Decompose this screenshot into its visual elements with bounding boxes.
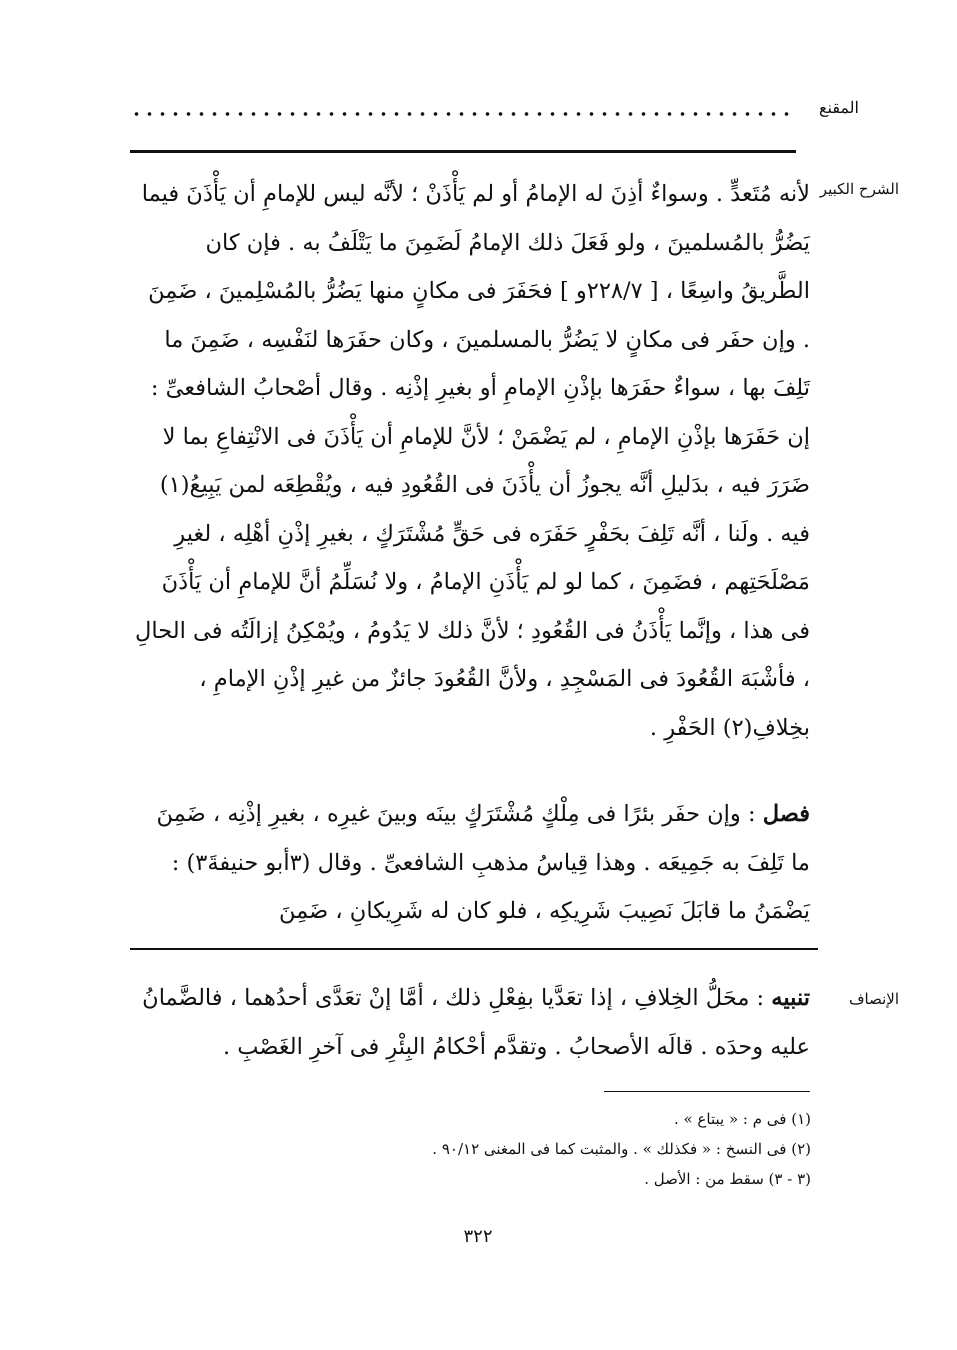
footnote-2: (٢) فى النسخ : « فكذلك » . والمثبت كما فى المغنى ٩٠/١٢ . xyxy=(432,1140,811,1158)
fasl-text: : وإن حفَر بئرًا فى مِلْكٍ مُشْتَرَكٍ بينَه وبينَ غيرِه ، بغيرِ إذْنِه ، ضَمِنَ ما تَلِفَ به جَمِيعَه . وهذا قِياسُ مذهبِ الشافعىِّ . وقال (٣أبو حنيفةَ٣) : يَضْمَنُ ما قابَلَ نَصِيبَ شَرِيكِه ، فلو كان له شَرِيكانِ ، ضَمِنَ xyxy=(156,801,810,924)
sharh-section xyxy=(134,170,810,752)
side-label-sharh: الشرح الكبير xyxy=(819,180,899,198)
section-rule xyxy=(130,948,818,950)
fasl-paragraph xyxy=(134,790,810,936)
footnote-1: (١) فى م : « يبتاع » . xyxy=(673,1110,811,1128)
insaf-section xyxy=(134,974,810,1071)
footnotes xyxy=(311,1104,811,1194)
insaf-paragraph xyxy=(134,974,810,1071)
footnote-3: (٣ - ٣) سقط من : الأصل . xyxy=(644,1170,811,1188)
fasl-label: فصل xyxy=(762,801,810,827)
header-rule xyxy=(130,150,796,153)
footnote-rule xyxy=(604,1091,810,1092)
dotted-separator xyxy=(130,108,796,120)
book-title: المقنع xyxy=(818,98,859,117)
sharh-paragraph: لأنه مُتَعدٍّ . وسواءٌ أذِنَ له الإمامُ أو لم يَأْذَنْ ؛ لأنَّه ليس للإمامِ أن يَأْذَنَ فيما يَضُرُّ بالمُسلمينَ ، ولو فَعَلَ ذلك الإمامُ لَضَمِنَ ما يَتْلَفُ به . فإن كان الطَّريقُ واسِعًا ، [ ٢٢٨/٧و ] فحَفَرَ فى مكانٍ منها يَضُرُّ بالمُسْلِمينَ ، ضَمِنَ . وإن حفَر فى مكانٍ لا يَضُرُّ بالمسلمينَ ، وكان حفَرَها لنَفْسِه ، ضَمِنَ ما تَلِفَ بها ، سواءٌ حفَرَها بإذْنِ الإمامِ أو بغيرِ إذْنِه . وقال أصْحابُ الشافعىِّ : إن حَفَرَها بإذْنِ الإمامِ ، لم يَضْمَنْ ؛ لأنَّ للإمامِ أن يَأْذَنَ فى الانْتِفاعِ بما لا ضَرَرَ فيه ، بدَليلِ أنَّه يجوزُ أن يأْذَنَ فى القُعُودِ فيه ، ويُقْطِعَه لمن يَبِيعُ(١) فيه . ولَنا ، أنَّه تَلِفَ بحَفْرٍ حَفَرَه فى حَقٍّ مُشْتَرَكٍ ، بغيرِ إذْنِ أهْلِه ، لغيرِ مَصْلَحَتِهم ، فضَمِنَ ، كما لو لم يَأْذَنِ الإمامُ ، ولا نُسَلِّمُ أنَّ للإمامِ أن يَأْذَنَ فى هذا ، وإنَّما يَأْذَنُ فى القُعُودِ ؛ لأنَّ ذلك لا يَدُومُ ، ويُمْكِنُ إزالَتُه فى الحالِ ، فأشْبَهَ القُعُودَ فى المَسْجِدِ ، ولأنَّ القُعُودَ جائزٌ من غيرِ إذْنِ الإمامِ ، بخِلافِ(٢) الحَفْرِ . xyxy=(135,181,810,741)
fasl-section xyxy=(134,790,810,936)
tanbih-label: تنبيه xyxy=(771,985,810,1011)
side-label-insaf: الإنصاف xyxy=(848,990,899,1008)
insaf-text: : محَلُّ الخِلافِ ، إذا تعَدَّيا بفِعْلِ ذلك ، أمَّا إنْ تعَدَّى أحدُهما ، فالضَّمانُ عليه وحدَه . قالَه الأصحابُ . وتقدَّم أحْكامُ البِئْرِ فى آخرِ الغَصْبِ . xyxy=(142,985,810,1060)
page-number: ٣٢٢ xyxy=(463,1226,493,1247)
